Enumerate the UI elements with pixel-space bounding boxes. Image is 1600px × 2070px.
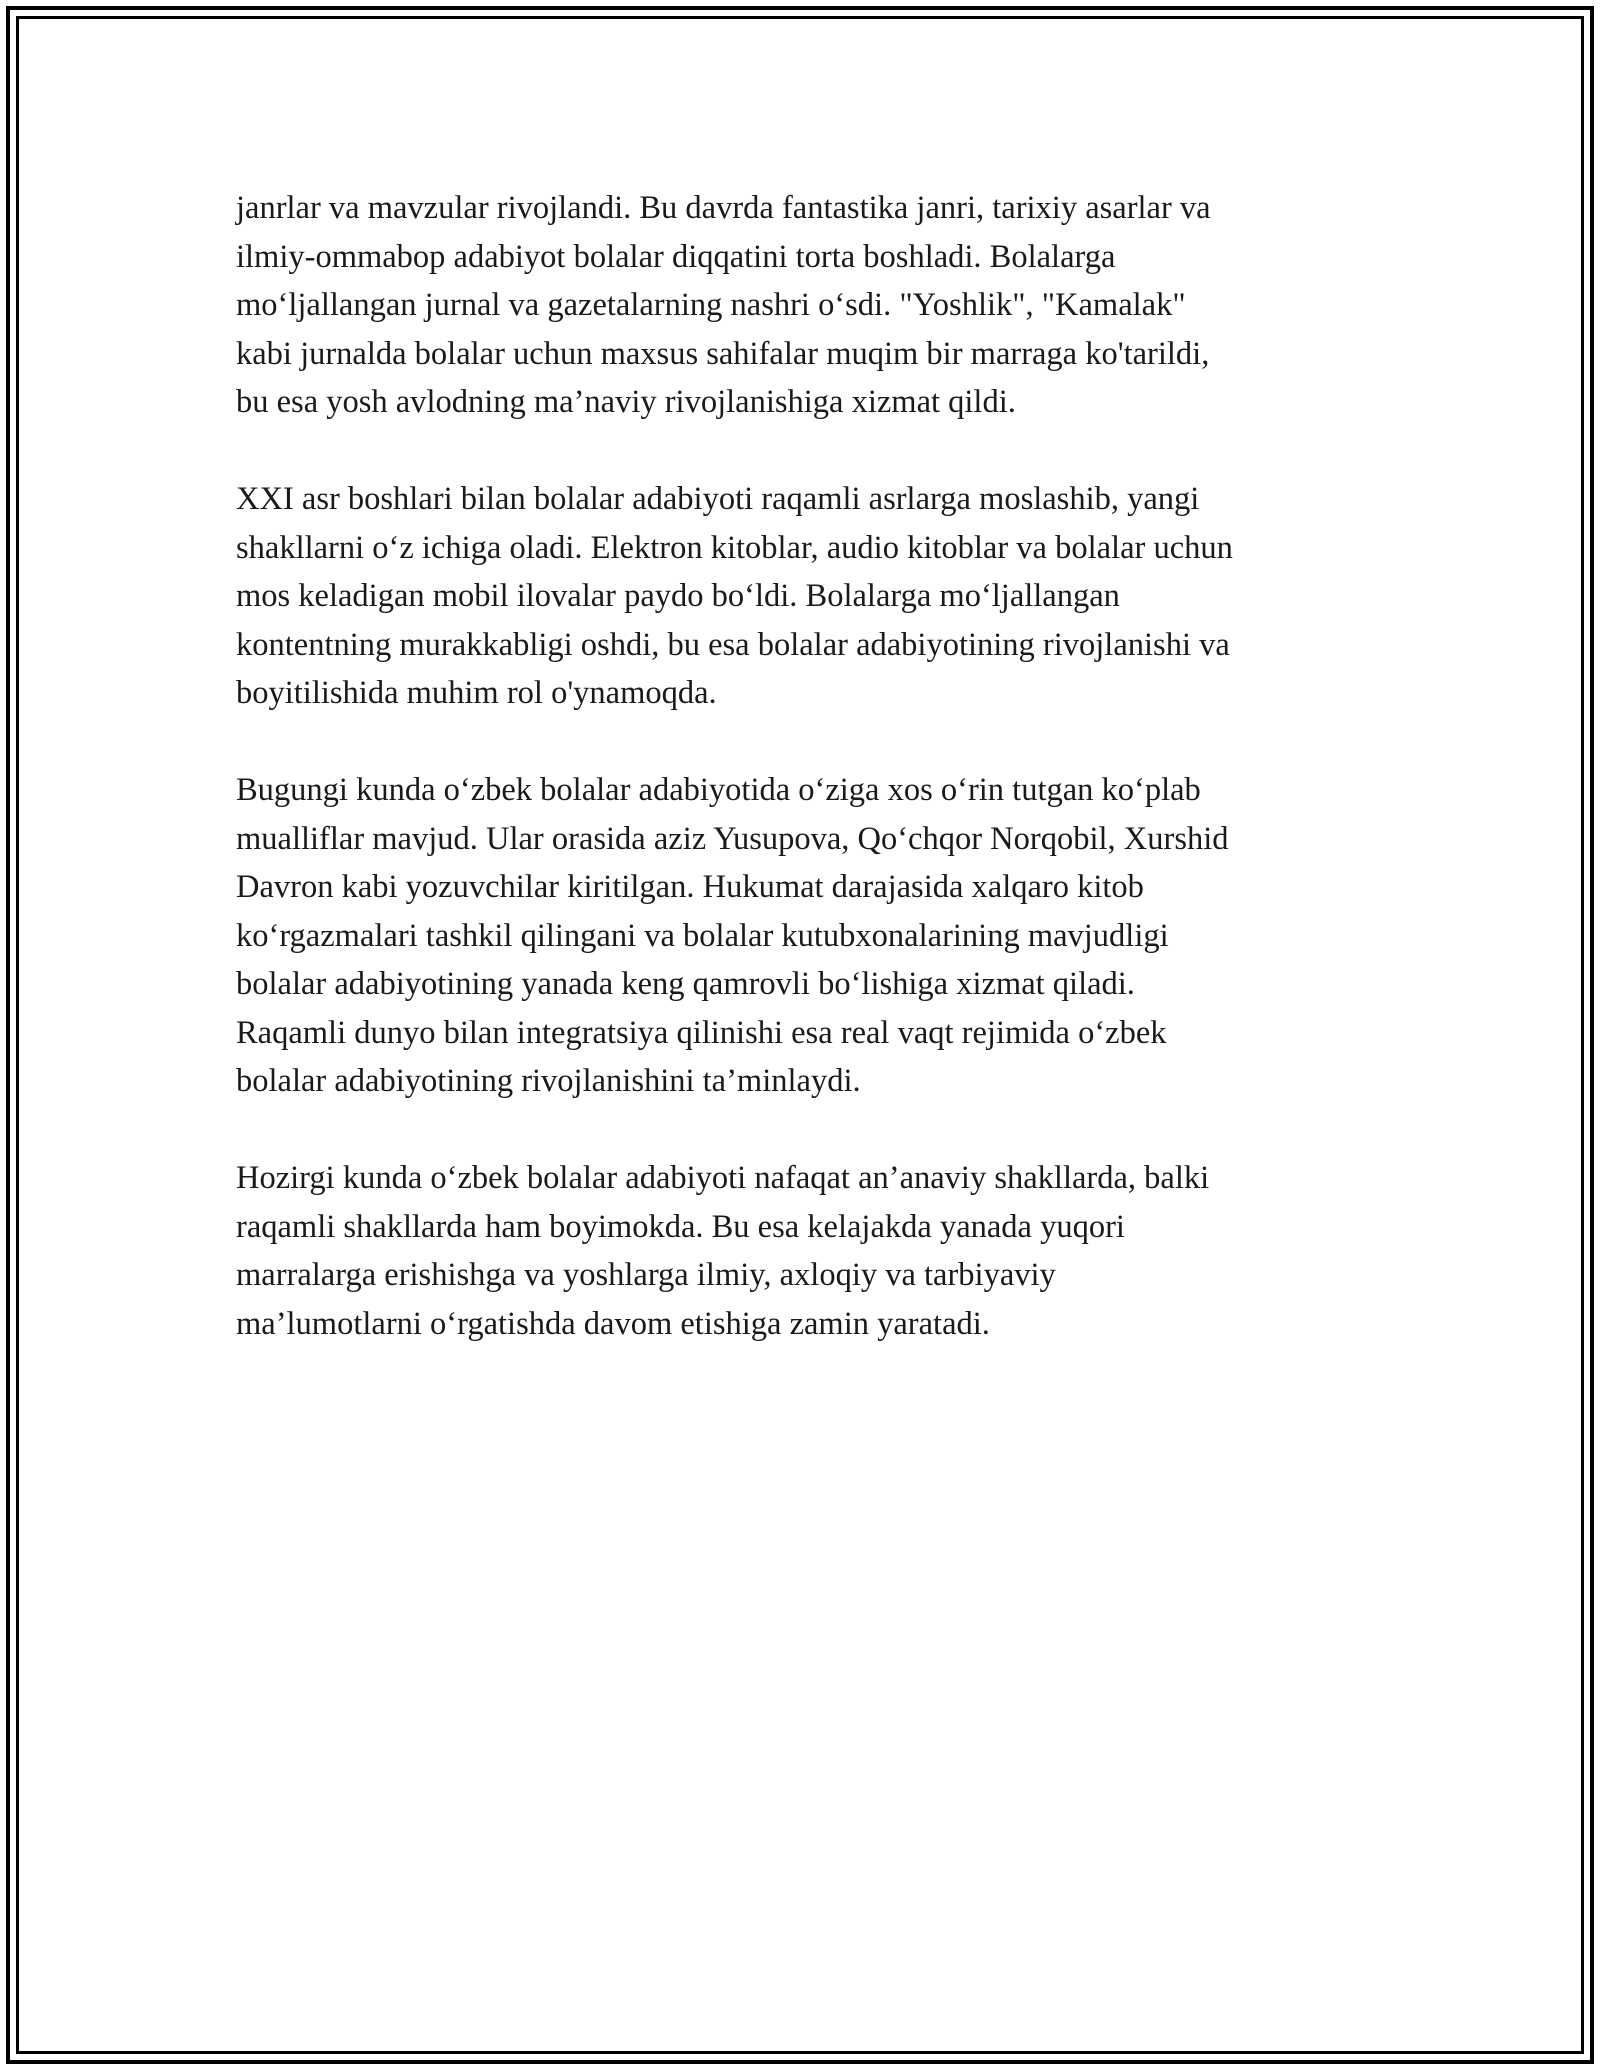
text-line: mos keladigan mobil ilovalar paydo bo‘ldi. Bolalarga mo‘ljallangan [236, 578, 1120, 614]
text-line: mo‘ljallangan jurnal va gazetalarning nashri o‘sdi. "Yoshlik", "Kamalak" [236, 287, 1186, 323]
text-line: Hozirgi kunda o‘zbek bolalar adabiyoti nafaqat an’anaviy shakllarda, balki [236, 1160, 1210, 1196]
text-line: shakllarni o‘z ichiga oladi. Elektron kitoblar, audio kitoblar va bolalar uchun [236, 529, 1233, 566]
paragraph-1 [236, 184, 1366, 427]
text-line: Bugungi kunda o‘zbek bolalar adabiyotida o‘ziga xos o‘rin tutgan ko‘plab [236, 772, 1201, 808]
text-line: Davron kabi yozuvchilar kiritilgan. Hukumat darajasida xalqaro kitob [236, 869, 1144, 905]
text-line: Raqamli dunyo bilan integratsiya qilinishi esa real vaqt rejimida o‘zbek [236, 1014, 1167, 1051]
document-body [236, 184, 1366, 1397]
text-line: ma’lumotlarni o‘rgatishda davom etishiga zamin yaratadi. [236, 1305, 990, 1342]
text-line: ko‘rgazmalari tashkil qilingani va bolalar kutubxonalarining mavjudligi [236, 917, 1169, 954]
text-line: bolalar adabiyotining yanada keng qamrovli bo‘lishiga xizmat qiladi. [236, 966, 1135, 1002]
text-line: mualliflar mavjud. Ular orasida aziz Yusupova, Qo‘chqor Norqobil, Xurshid [236, 820, 1229, 857]
text-line: janrlar va mavzular rivojlandi. Bu davrda fantastika janri, tarixiy asarlar va [236, 190, 1211, 226]
paragraph-2 [236, 475, 1366, 718]
text-line: kabi jurnalda bolalar uchun maxsus sahifalar muqim bir marraga ko'tarildi, [236, 335, 1210, 372]
text-line: boyitilishida muhim rol o'ynamoqda. [236, 675, 717, 711]
paragraph-4 [236, 1154, 1366, 1348]
text-line: ilmiy-ommabop adabiyot bolalar diqqatini torta boshladi. Bolalarga [236, 238, 1116, 275]
text-line: raqamli shakllarda ham boyimokda. Bu esa kelajakda yanada yuqori [236, 1208, 1125, 1245]
paragraph-3 [236, 766, 1366, 1106]
text-line: bu esa yosh avlodning ma’naviy rivojlanishiga xizmat qildi. [236, 384, 1016, 420]
text-line: kontentning murakkabligi oshdi, bu esa bolalar adabiyotining rivojlanishi va [236, 626, 1230, 663]
text-line: marralarga erishishga va yoshlarga ilmiy, axloqiy va tarbiyaviy [236, 1257, 1056, 1293]
text-line: XXI asr boshlari bilan bolalar adabiyoti raqamli asrlarga moslashib, yangi [236, 481, 1200, 517]
text-line: bolalar adabiyotining rivojlanishini ta’minlaydi. [236, 1063, 861, 1099]
